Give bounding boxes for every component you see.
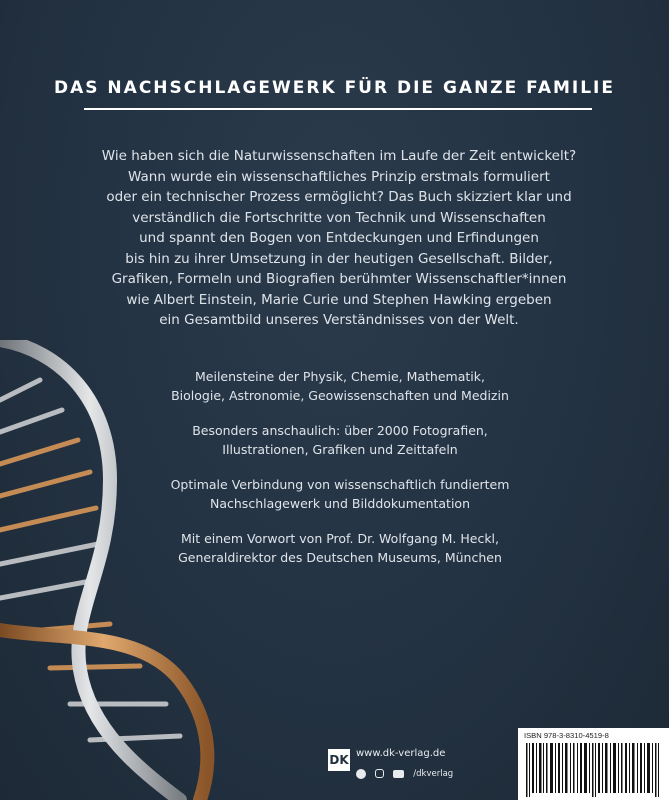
headline-rule (84, 108, 592, 110)
social-handle: /dkverlag (413, 768, 454, 779)
intro-text (82, 146, 596, 331)
intro-line: oder ein technischer Prozess ermöglicht? Das Buch skizziert klar und (106, 189, 572, 205)
feature-item: Optimale Verbindung von wissenschaftlich fundiertem Nachschlagewerk und Bilddokumentation (170, 477, 510, 511)
facebook-icon[interactable] (356, 769, 366, 779)
website-link[interactable]: www.dk-verlag.de (356, 748, 446, 759)
feature-item: Besonders anschaulich: über 2000 Fotografien, Illustrationen, Grafiken und Zeittafeln (192, 423, 488, 457)
intro-line: und spannt den Bogen von Entdeckungen und Erfindungen (139, 230, 539, 246)
barcode-bars (524, 743, 664, 797)
isbn-text: ISBN 978-3-8310-4519-8 (524, 731, 609, 740)
intro-line: wie Albert Einstein, Marie Curie und Stephen Hawking ergeben (126, 291, 552, 308)
instagram-icon[interactable] (375, 769, 384, 778)
intro-line: Grafiken, Formeln und Biografien berühmter Wissenschaftler*innen (111, 271, 567, 287)
youtube-icon[interactable] (393, 770, 404, 778)
social-links (356, 763, 457, 779)
intro-line: ein Gesamtbild unseres Verständnisses von der Welt. (159, 312, 519, 328)
intro-line: Wann wurde ein wissenschaftliches Prinzip erstmals formuliert (128, 168, 550, 185)
barcode (518, 728, 669, 800)
feature-item: Meilensteine der Physik, Chemie, Mathematik, Biologie, Astronomie, Geowissenschaften und Medizin (171, 369, 509, 403)
intro-line: Wie haben sich die Naturwissenschaften im Laufe der Zeit entwickelt? (101, 148, 577, 164)
intro-line: bis hin zu ihrer Umsetzung in der heutigen Gesellschaft. Bilder, (125, 250, 553, 267)
headline: DAS NACHSCHLAGEWERK FÜR DIE GANZE FAMILIE (54, 78, 615, 98)
feature-item: Mit einem Vorwort von Prof. Dr. Wolfgang M. Heckl, Generaldirektor des Deutschen Museums, München (178, 531, 502, 565)
feature-list (150, 368, 530, 584)
intro-line: verständlich die Fortschritte von Technik und Wissenschaften (132, 209, 546, 226)
dk-logo: DK (328, 749, 350, 771)
